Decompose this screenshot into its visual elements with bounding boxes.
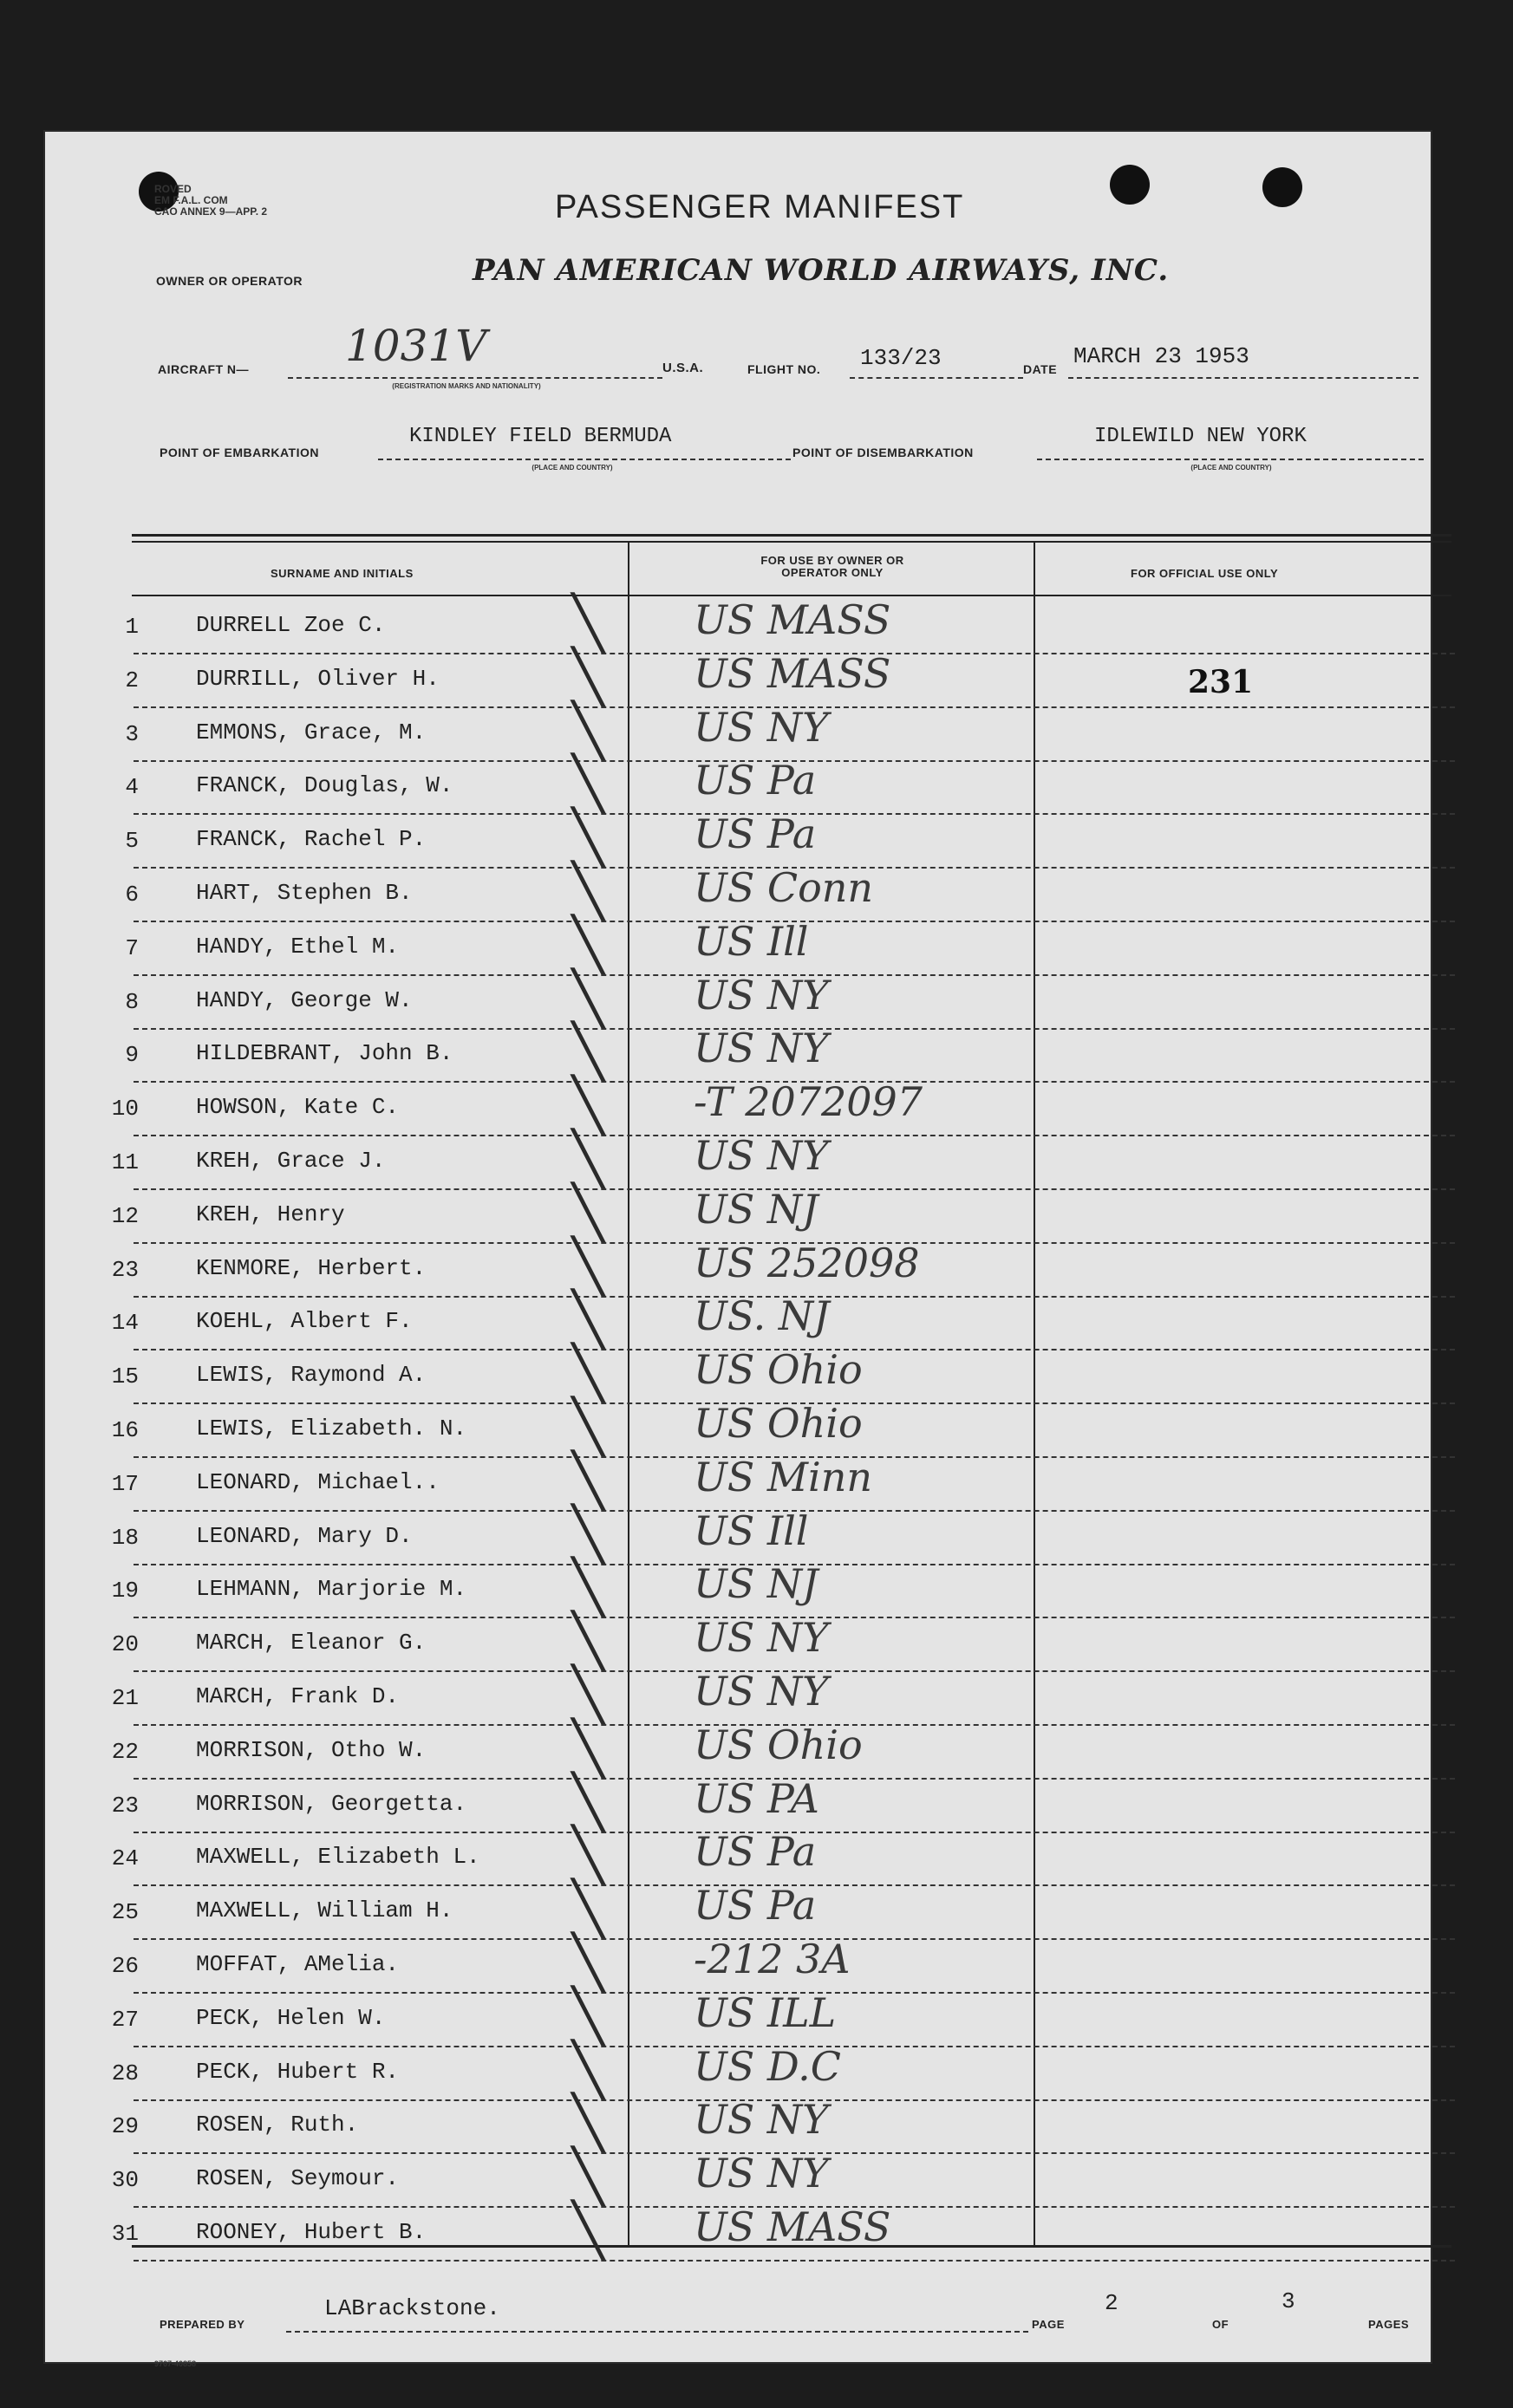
embarkation-underline [378,458,791,460]
row-number: 3 [125,720,139,747]
flight-underline [850,376,1023,379]
row-number: 30 [111,2167,139,2194]
row-number: 31 [111,2221,139,2247]
table-row [87,861,1455,922]
row-number: 11 [111,1149,139,1175]
table-row [87,593,1455,654]
passenger-nationality: US Ill [694,917,809,965]
checkmark-icon: ╲ [572,914,604,975]
disembarkation-underline [1037,458,1424,460]
row-number: 2 [125,667,139,693]
passenger-name: MARCH, Eleanor G. [196,1630,427,1656]
date-underline [1068,376,1418,379]
checkmark-icon: ╲ [572,1664,604,1725]
passenger-nationality: US Pa [694,1828,817,1876]
disembarkation-value: IDLEWILD NEW YORK [1094,425,1307,448]
row-number: 28 [111,2060,139,2086]
passenger-name: ROSEN, Ruth. [196,2112,359,2138]
row-number: 17 [111,1470,139,1497]
aircraft-value: 1031V [345,321,487,371]
checkmark-icon: ╲ [572,967,604,1029]
passenger-name: EMMONS, Grace, M. [196,719,427,745]
company-name: PAN AMERICAN WORLD AIRWAYS, INC. [473,253,1170,288]
table-row [87,1557,1455,1618]
passenger-nationality: US NY [694,1132,829,1179]
table-row [87,2092,1455,2154]
passenger-name: MARCH, Frank D. [196,1683,400,1709]
row-number: 1 [125,614,139,640]
embarkation-label: POINT OF EMBARKATION [160,446,319,459]
disembarkation-label: POINT OF DISEMBARKATION [792,446,974,459]
passenger-name: HART, Stephen B. [196,880,413,906]
checkmark-icon: ╲ [572,1235,604,1297]
checkmark-icon: ╲ [572,1021,604,1083]
embarkation-value: KINDLEY FIELD BERMUDA [409,425,672,448]
checkmark-icon: ╲ [572,1717,604,1779]
checkmark-icon: ╲ [572,861,604,921]
prepared-value: LABrackstone. [324,2295,500,2321]
registration-note: (REGISTRATION MARKS AND NATIONALITY) [392,382,541,390]
table-row [87,967,1455,1030]
passenger-name: PECK, Helen W. [196,2004,386,2031]
table-top-rule-2 [132,541,1451,543]
passenger-nationality: US NJ [694,1560,818,1608]
passenger-nationality: US Ill [694,1507,809,1554]
passenger-name: HANDY, George W. [196,986,413,1013]
table-row [87,2039,1455,2101]
row-number: 14 [111,1310,139,1337]
passenger-name: FRANCK, Rachel P. [196,826,427,853]
checkmark-icon: ╲ [572,2200,604,2261]
table-row [87,1717,1455,1780]
passenger-nationality: US Pa [694,810,817,858]
stamp-line-1: ROVED [154,183,192,195]
passenger-nationality: US D.C [694,2042,841,2090]
row-number: 4 [125,774,139,801]
checkmark-icon: ╲ [572,1449,604,1511]
row-number: 15 [111,1363,139,1390]
of-label: OF [1212,2318,1229,2331]
checkmark-icon: ╲ [572,1181,604,1243]
passenger-nationality: US Pa [694,1882,817,1930]
punch-hole-right-2 [1262,167,1302,207]
passenger-name: KOEHL, Albert F. [196,1308,413,1335]
row-number: 22 [111,1738,139,1765]
passenger-nationality: US NY [694,1025,829,1072]
table-row [87,1343,1455,1404]
passenger-nationality: US ILL [694,1988,837,2036]
date-label: DATE [1023,362,1058,376]
table-row [87,1503,1455,1565]
passenger-name: ROONEY, Hubert B. [196,2219,427,2245]
passenger-nationality: US NY [694,703,829,751]
owner-label: OWNER OR OPERATOR [156,274,303,288]
stamp-line-3: CAO ANNEX 9—APP. 2 [154,205,268,218]
passenger-name: DURRILL, Oliver H. [196,665,440,692]
passenger-name: LEWIS, Raymond A. [196,1362,427,1389]
table-row [87,807,1455,869]
table-row [87,1235,1455,1298]
stamp-line-2: EM F.A.L. COM [154,194,228,206]
passenger-nationality: US Minn [694,1453,872,1500]
prepared-underline [286,2330,1028,2333]
row-number: 29 [111,2113,139,2140]
table-row [87,2146,1455,2208]
aircraft-underline [288,376,662,379]
table-row [87,1075,1455,1136]
usa-label: U.S.A. [662,361,704,375]
checkmark-icon: ╲ [572,1557,604,1618]
passenger-name: KREH, Grace J. [196,1148,386,1174]
passenger-nationality: -212 3A [694,1936,851,1982]
checkmark-icon: ╲ [572,1129,604,1189]
checkmark-icon: ╲ [572,700,604,761]
checkmark-icon: ╲ [572,2039,604,2100]
date-value: MARCH 23 1953 [1073,343,1249,369]
checkmark-icon: ╲ [572,1771,604,1832]
row-number: 23 [111,1256,139,1283]
table-row [87,1396,1455,1458]
passenger-name: MORRISON, Georgetta. [196,1790,467,1817]
aircraft-label: AIRCRAFT N— [158,362,250,376]
passenger-nationality: US NY [694,1668,829,1715]
checkmark-icon: ╲ [572,646,604,707]
passenger-name: LEONARD, Michael.. [196,1468,440,1495]
passenger-nationality: US Conn [694,864,874,911]
table-row [87,2200,1455,2262]
checkmark-icon: ╲ [572,2092,604,2154]
passenger-nationality: US. NJ [694,1292,830,1340]
passenger-name: LEONARD, Mary D. [196,1522,413,1549]
row-number: 5 [125,828,139,855]
row-number: 7 [125,934,139,961]
table-row [87,1878,1455,1940]
header-official-use: FOR OFFICIAL USE ONLY [1131,567,1279,580]
row-number: 24 [111,1845,139,1872]
table-row [87,1181,1455,1244]
passenger-nationality: US Ohio [694,1721,863,1768]
prepared-label: PREPARED BY [160,2318,245,2331]
table-row [87,646,1455,708]
passenger-name: MAXWELL, Elizabeth L. [196,1844,480,1871]
table-row [87,1289,1455,1350]
table-row [87,1611,1455,1672]
row-number: 16 [111,1417,139,1443]
passenger-name: LEHMANN, Marjorie M. [196,1576,467,1603]
checkmark-icon: ╲ [572,807,604,869]
place-note-embark: (PLACE AND COUNTRY) [532,464,613,472]
row-number: 23 [111,1792,139,1819]
page-title: PASSENGER MANIFEST [555,189,965,225]
passenger-name: HANDY, Ethel M. [196,933,400,960]
checkmark-icon: ╲ [572,1825,604,1886]
table-row [87,1021,1455,1083]
passenger-name: PECK, Hubert R. [196,2058,400,2085]
passenger-name: KREH, Henry [196,1201,345,1227]
checkmark-icon: ╲ [572,1075,604,1136]
checkmark-icon: ╲ [572,1985,604,2047]
table-row [87,1449,1455,1512]
passenger-name: LEWIS, Elizabeth. N. [196,1416,467,1442]
row-number: 20 [111,1631,139,1658]
row-number: 19 [111,1578,139,1604]
passenger-nationality: US MASS [694,596,891,643]
row-number: 9 [125,1042,139,1069]
checkmark-icon: ╲ [572,1503,604,1565]
passenger-name: ROSEN, Seymour. [196,2165,400,2192]
header-surname: SURNAME AND INITIALS [271,567,414,580]
row-number: 6 [125,882,139,908]
checkmark-icon: ╲ [572,1396,604,1457]
passenger-name: HOWSON, Kate C. [196,1094,400,1121]
checkmark-icon: ╲ [572,2146,604,2208]
checkmark-icon: ╲ [572,1932,604,1993]
passenger-nationality: -T 2072097 [694,1078,923,1126]
passenger-nationality: US Ohio [694,1400,863,1447]
passenger-name: MOFFAT, AMelia. [196,1951,400,1977]
passenger-nationality: US MASS [694,2203,891,2250]
row-number: 26 [111,1953,139,1979]
checkmark-icon: ╲ [572,753,604,815]
table-row [87,914,1455,976]
checkmark-icon: ╲ [572,1611,604,1672]
row-number: 27 [111,2006,139,2033]
passenger-nationality: US PA [694,1774,819,1822]
passenger-nationality: US NY [694,1614,829,1662]
passenger-name: MORRISON, Otho W. [196,1736,427,1763]
row-number: 18 [111,1524,139,1551]
pages-label: PAGES [1368,2318,1410,2331]
passenger-nationality: US NJ [694,1185,818,1233]
passenger-name: FRANCK, Douglas, W. [196,772,453,799]
checkmark-icon: ╲ [572,1878,604,1940]
official-number: 231 [1188,664,1254,700]
checkmark-icon: ╲ [572,1343,604,1404]
passenger-name: HILDEBRANT, John B. [196,1040,453,1067]
page-label: PAGE [1032,2318,1065,2331]
passenger-nationality: US 252098 [694,1239,920,1286]
table-row [87,1771,1455,1833]
table-row [87,1932,1455,1994]
pages-value: 3 [1281,2288,1295,2314]
table-row [87,700,1455,762]
flight-value: 133/23 [860,345,942,371]
table-row [87,1825,1455,1886]
passenger-name: MAXWELL, William H. [196,1897,453,1924]
page-value: 2 [1105,2290,1118,2316]
row-number: 8 [125,988,139,1015]
table-row [87,1985,1455,2047]
passenger-name: KENMORE, Herbert. [196,1254,427,1281]
checkmark-icon: ╲ [572,593,604,654]
passenger-name: DURRELL Zoe C. [196,612,386,638]
flight-label: FLIGHT NO. [747,362,821,376]
passenger-nationality: US NY [694,2150,829,2197]
table-top-rule [132,534,1451,537]
table-row [87,1129,1455,1190]
row-number: 25 [111,1899,139,1926]
table-row [87,753,1455,815]
passenger-nationality: US Ohio [694,1346,863,1394]
row-number: 12 [111,1202,139,1229]
header-owner-use: FOR USE BY OWNER OR OPERATOR ONLY [760,554,904,579]
approved-stamp [154,184,267,218]
footer-code: 9767-40858 [154,2359,197,2368]
passenger-nationality: US NY [694,971,829,1019]
row-number: 21 [111,1685,139,1711]
row-divider [134,2258,1455,2262]
passenger-nationality: US NY [694,2096,829,2144]
checkmark-icon: ╲ [572,1289,604,1350]
passenger-nationality: US Pa [694,757,817,804]
punch-hole-right-1 [1110,165,1150,205]
row-number: 10 [111,1096,139,1123]
place-note-disembark: (PLACE AND COUNTRY) [1190,464,1272,472]
table-row [87,1664,1455,1726]
passenger-nationality: US MASS [694,649,891,697]
